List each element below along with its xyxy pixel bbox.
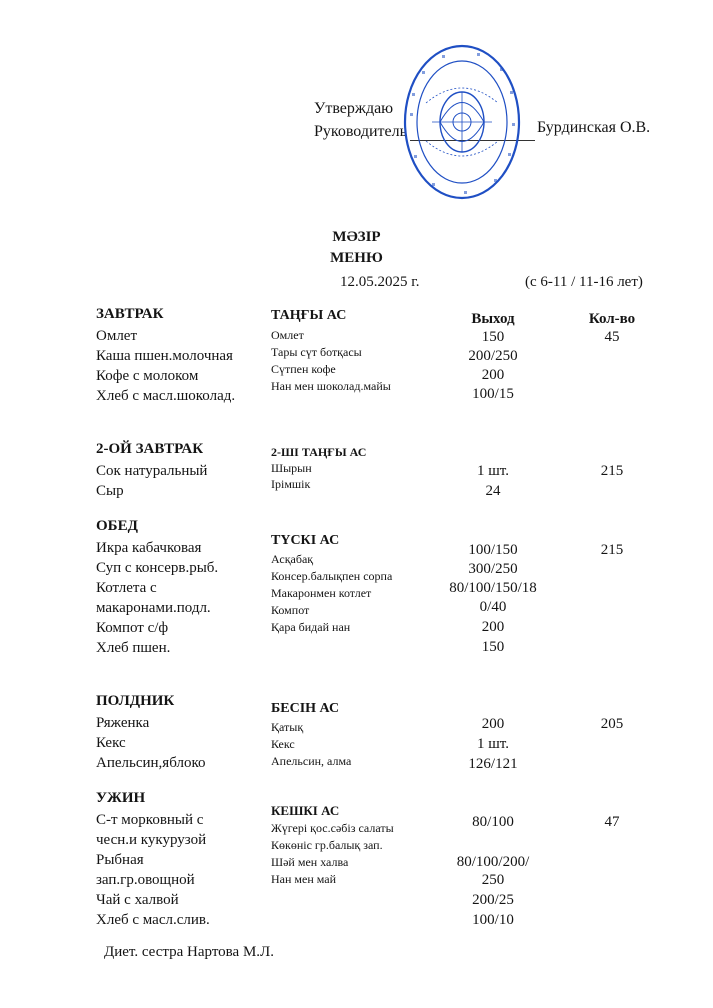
meal-output: 100/15	[472, 386, 514, 402]
meal-item-ru: Омлет	[96, 328, 138, 344]
meal-item-kz: Тары сүт ботқасы	[271, 345, 362, 359]
title-ru: МЕНЮ	[330, 250, 383, 266]
meal-item-kz: Нан мен май	[271, 872, 337, 886]
meal-item-ru: Сыр	[96, 483, 124, 499]
meal-title-kz: ТАҢҒЫ АС	[271, 308, 347, 323]
meal-item-kz: Шәй мен халва	[271, 855, 349, 869]
meal-title-ru: УЖИН	[96, 790, 146, 806]
meal-item-ru: чесн.и кукурузой	[96, 832, 207, 848]
meal-output: 100/150	[468, 542, 518, 558]
approve-label: Утверждаю	[314, 100, 394, 117]
meal-output: 250	[481, 872, 505, 888]
meal-item-ru: Чай с халвой	[96, 892, 179, 908]
age-range: (с 6-11 / 11-16 лет)	[525, 274, 643, 290]
meal-item-ru: Икра кабачковая	[96, 540, 202, 556]
meal-output: 200/250	[468, 348, 518, 364]
meal-item-kz: Апельсин, алма	[271, 754, 352, 768]
title-kz: МӘЗІР	[332, 229, 381, 245]
head-name: Бурдинская О.В.	[537, 119, 651, 136]
meal-item-ru: Хлеб с масл.слив.	[96, 912, 210, 928]
meal-title-ru: ЗАВТРАК	[96, 306, 164, 322]
meal-item-ru: Хлеб с масл.шоколад.	[96, 388, 236, 404]
meal-title-ru: ПОЛДНИК	[96, 693, 175, 709]
meal-item-ru: макаронами.подл.	[96, 600, 211, 616]
meal-output: 200/25	[472, 892, 514, 908]
meal-item-kz: Жүгері қос.сәбіз салаты	[271, 821, 394, 835]
meal-item-kz: Көкөніс гр.балық зап.	[271, 838, 383, 852]
meal-item-ru: Суп с консерв.рыб.	[96, 560, 219, 576]
meal-title-ru: 2-ОЙ ЗАВТРАК	[96, 441, 204, 457]
meal-qty: 45	[604, 329, 620, 345]
meal-qty: 215	[600, 463, 624, 479]
official-stamp-icon	[402, 43, 522, 201]
meal-title-ru: ОБЕД	[96, 518, 138, 534]
meal-output: 200	[481, 619, 505, 635]
header-output: Выход	[471, 311, 515, 327]
meal-item-ru: Апельсин,яблоко	[96, 755, 206, 771]
meal-output: 100/10	[472, 912, 514, 928]
meal-item-ru: Ряженка	[96, 715, 150, 731]
head-label: Руководитель	[314, 123, 407, 140]
meal-item-kz: Омлет	[271, 328, 304, 342]
meal-output: 126/121	[468, 756, 518, 772]
meal-item-kz: Асқабақ	[271, 552, 314, 566]
meal-item-ru: Сок натуральный	[96, 463, 208, 479]
meal-output: 24	[485, 483, 501, 499]
meal-item-ru: Котлета с	[96, 580, 157, 596]
meal-item-ru: зап.гр.овощной	[96, 872, 195, 888]
meal-output: 1 шт.	[477, 463, 509, 479]
meal-item-kz: Кекс	[271, 737, 295, 751]
footer-signature: Диет. сестра Нартова М.Л.	[104, 944, 274, 960]
meal-qty: 205	[600, 716, 624, 732]
meal-item-ru: Кофе с молоком	[96, 368, 199, 384]
meal-item-ru: Каша пшен.молочная	[96, 348, 233, 364]
meal-item-ru: С-т морковный с	[96, 812, 204, 828]
meal-title-kz: 2-ШІ ТАҢҒЫ АС	[271, 445, 367, 459]
meal-output: 150	[481, 639, 505, 655]
meal-item-ru: Компот с/ф	[96, 620, 169, 636]
meal-item-ru: Хлеб пшен.	[96, 640, 171, 656]
meal-output: 200	[481, 367, 505, 383]
meal-item-kz: Ірімшік	[271, 477, 311, 491]
meal-qty: 47	[604, 814, 620, 830]
meal-title-kz: ТҮСКІ АС	[271, 533, 340, 548]
meal-item-kz: Сүтпен кофе	[271, 362, 336, 376]
meal-qty: 215	[600, 542, 624, 558]
meal-output: 1 шт.	[477, 736, 509, 752]
meal-item-ru: Кекс	[96, 735, 126, 751]
meal-item-kz: Макаронмен котлет	[271, 586, 372, 600]
meal-item-kz: Нан мен шоколад.майы	[271, 379, 391, 393]
header-qty: Кол-во	[588, 311, 636, 327]
meal-item-kz: Шырын	[271, 461, 312, 475]
meal-item-ru: Рыбная	[96, 852, 144, 868]
meal-item-kz: Қатық	[271, 720, 304, 734]
meal-title-kz: КЕШКІ АС	[271, 803, 340, 818]
meal-output: 150	[481, 329, 505, 345]
menu-date: 12.05.2025 г.	[340, 274, 420, 290]
meal-item-kz: Консер.балықпен сорпа	[271, 569, 393, 583]
meal-item-kz: Қара бидай нан	[271, 620, 351, 634]
meal-title-kz: БЕСІН АС	[271, 701, 340, 716]
meal-output: 200	[481, 716, 505, 732]
meal-output: 80/100	[472, 814, 514, 830]
meal-item-kz: Компот	[271, 603, 310, 617]
meal-output: 80/100/200/	[456, 854, 530, 870]
meal-output: 80/100/150/18	[449, 580, 537, 596]
meal-output: 0/40	[479, 599, 507, 615]
meal-output: 300/250	[468, 561, 518, 577]
